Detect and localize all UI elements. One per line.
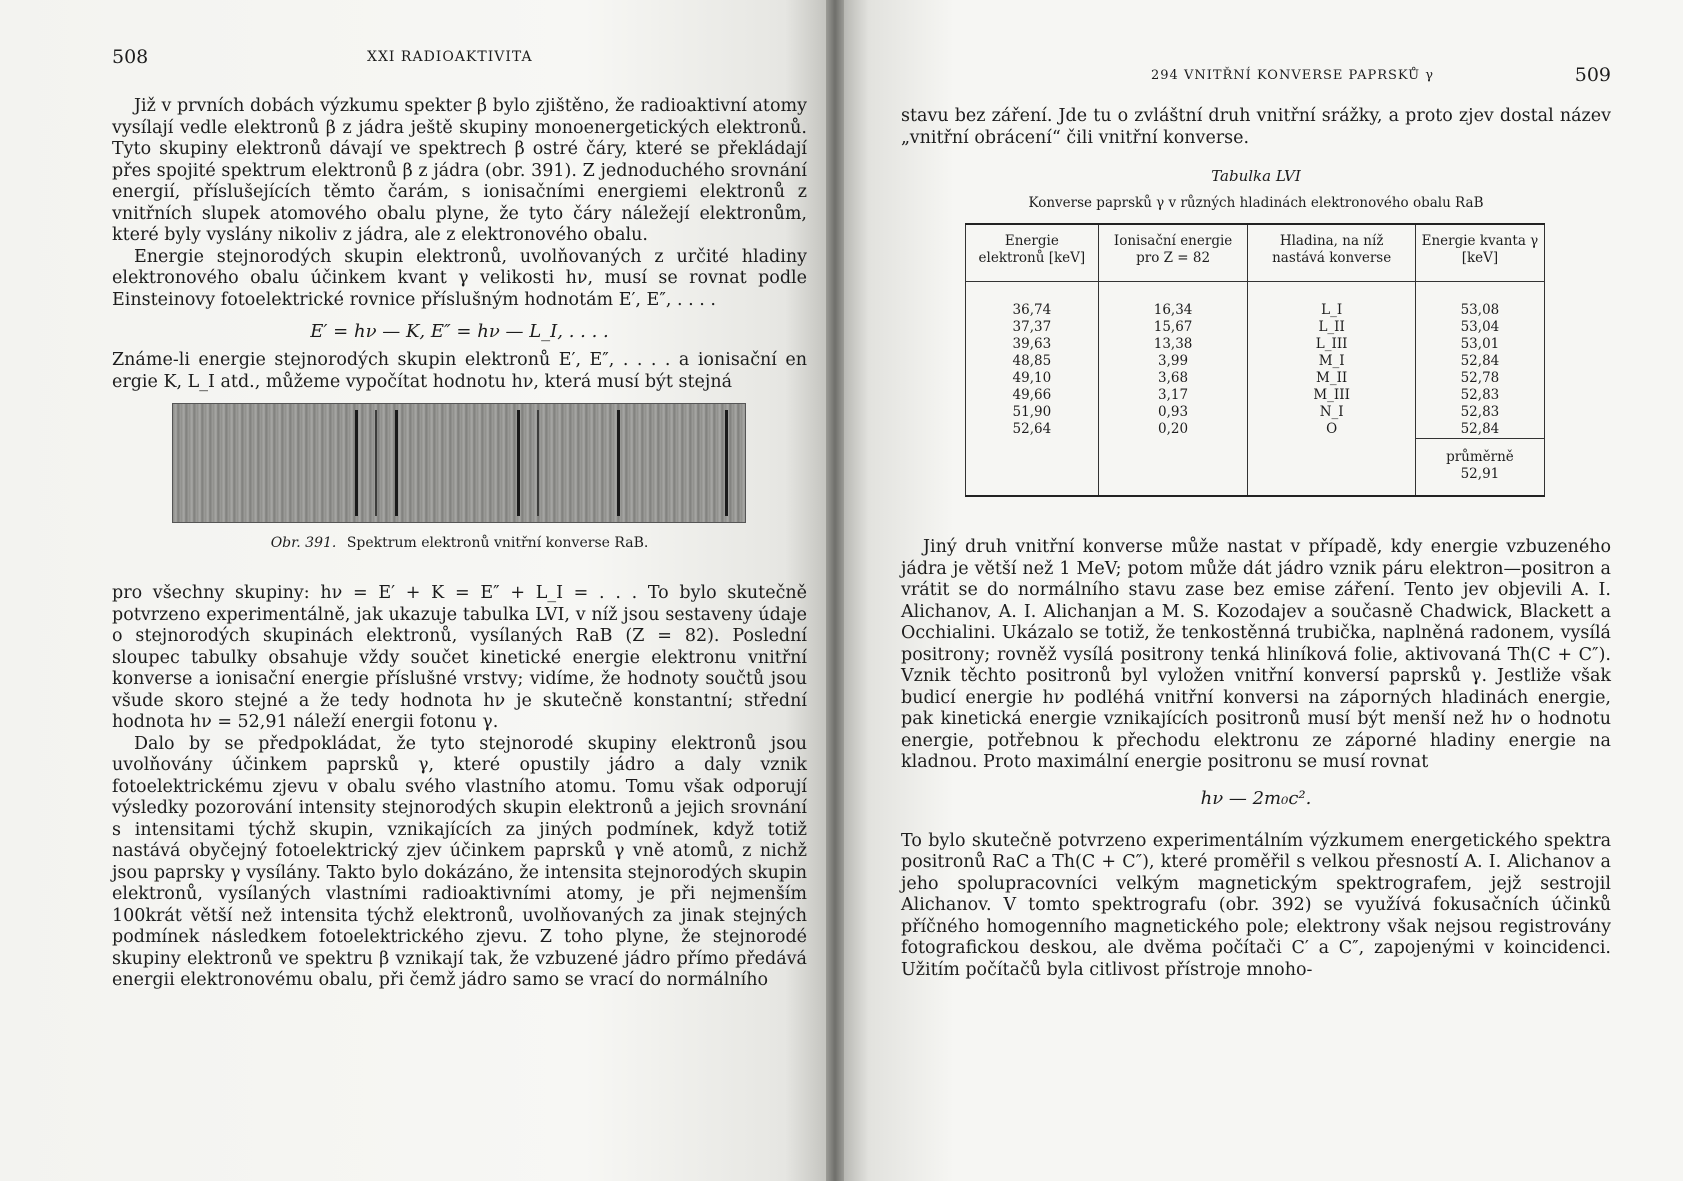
cell-ionisation-energy: 3,68: [1098, 370, 1248, 387]
right-running-title: 294 VNITŘNÍ KONVERSE PAPRSKŮ γ: [1151, 68, 1435, 83]
table-row: [966, 353, 1545, 370]
right-page: [835, 0, 1683, 1181]
cell-level: M_II: [1248, 370, 1415, 387]
col-header-ionisation-energy: Ionisační energie pro Z = 82: [1098, 224, 1248, 282]
table-row: [966, 387, 1545, 404]
cell-level: N_I: [1248, 404, 1415, 421]
spectrum-line: [537, 410, 539, 516]
cell-electron-energy: 37,37: [966, 319, 1099, 336]
empty-cell: [966, 439, 1099, 497]
cell-ionisation-energy: 0,93: [1098, 404, 1248, 421]
left-paragraph-5: Dalo by se předpokládat, že tyto stejnorodé skupiny elektronů jsou uvolňovány účinkem paprsků γ, které opustily jádro a daly vznik fotoelektrickému zjevu v obalu svého vlastního atomu. Tomu však odporují výsledky pozorování intensity stejnorodých skupin elektronů a jejich srovnání s intensitami týchž skupin, vznikajících za jiných podmínek, když totiž nastává obyčejný fotoelektrický zjev účinkem paprsků γ vně atomů, z nichž jsou paprsky γ vysílány. Takto bylo dokázáno, že intensita stejnorodých skupin elektronů, vysílaných vlastními radioaktivními atomy, je při nejmenším 100krát větší než intensita týchž elektronů, uvolňovaných za jinak stejných podmínek následkem fotoelektrického zjevu. Z toho plyne, že stejnorodé skupiny elektronů ve spektru β vznikají tak, že vzbuzené jádro přímo předává energii elektronovému obalu, při čemž jádro samo se vrací do normálního: [112, 733, 807, 990]
cell-quantum-energy: 53,08: [1415, 282, 1544, 320]
cell-level: L_I: [1248, 282, 1415, 320]
average-label: průměrně: [1446, 449, 1514, 465]
book-gutter: [826, 0, 844, 1181]
table-row: [966, 319, 1545, 336]
col-header-quantum-energy: Energie kvanta γ [keV]: [1415, 224, 1544, 282]
left-paragraph-2: Energie stejnorodých skupin elektronů, uvolňovaných z určité hladiny elektronového obalu účinkem kvant γ velikosti hν, musí se rovnat podle Einsteinovy fotoelektrické rovnice příslušným hodnotám E′, E″, . . . .: [112, 246, 807, 310]
spectrum-line: [395, 410, 398, 516]
left-paragraph-1: Již v prvních dobách výzkumu spekter β bylo zjištěno, že radioaktivní atomy vysílají vedle elektronů β z jádra ještě skupiny monoenergetických elektronů. Tyto skupiny elektronů dávají ve spektrech β ostré čáry, které se překládají přes spojité spektrum elektronů β z jádra (obr. 391). Z jednoduchého srovnání energií, příslušejících těmto čarám, s ionisačními energiemi elektronů z vnitřních slupek atomového obalu plyne, že tyto čáry náležejí elektronům, které byly vyslány nikoliv z jádra, ale z elektronového obalu.: [112, 96, 807, 245]
conversion-table: [965, 223, 1545, 497]
right-page-number: 509: [1574, 64, 1611, 86]
right-running-head: [901, 58, 1611, 88]
cell-ionisation-energy: 15,67: [1098, 319, 1248, 336]
table-row: [966, 282, 1545, 320]
figure-caption-text: Spektrum elektronů vnitřní konverse RaB.: [346, 535, 649, 551]
left-paragraph-4: pro všechny skupiny: hν = E′ + K = E″ + L_I = . . . To bylo skutečně potvrzeno experimentálně, jak ukazuje tabulka LVI, v níž jsou sestaveny údaje o stejnorodých skupinách elektronů, vysílaných RaB (Z = 82). Poslední sloupec tabulky obsahuje vždy součet kinetické energie elektronu vnitřní konverse a ionisační energie příslušné vrstvy; vidíme, že hodnoty součtů jsou všude skoro stejné a že tedy hodnota hν je skutečně konstantní; střední hodnota hν = 52,91 náleží energii fotonu γ.: [112, 583, 807, 732]
cell-level: L_II: [1248, 319, 1415, 336]
table-caption: Konverse paprsků γ v různých hladinách elektronového obalu RaB: [1028, 195, 1484, 211]
table-title: Tabulka LVI: [1211, 167, 1301, 185]
table-row: [966, 336, 1545, 353]
spectrum-line: [375, 410, 377, 516]
left-running-title: XXI RADIOAKTIVITA: [367, 49, 533, 65]
cell-level: L_III: [1248, 336, 1415, 353]
cell-quantum-energy: 52,83: [1415, 387, 1544, 404]
right-paragraph-1: Jiný druh vnitřní konverse může nastat v případě, kdy energie vzbuzeného jádra je větší než 1 MeV; potom může dát jádro vznik páru elektron—positron a vrátit se do normálního stavu zase bez emise záření. Tento jev objevili A. I. Alichanov, A. I. Alichanjan a M. S. Kozodajev a současně Chadwick, Blackett a Occhialini. Ukázalo se totiž, že tenkostěnná trubička, naplněná radonem, vysílá positrony; rovněž vysílá positrony tenká hliníková folie, aktivovaná Th(C + C″). Vznik těchto positronů byl vyložen vnitřní konversí paprsků γ. Jestliže však budicí energie hν podléhá vnitřní konversi na záporných hladinách energie, pak kinetická energie vznikajících positronů musí být menší než hν o hodnotu energie, potřebnou k přechodu elektronu ze záporné hladiny energie na kladnou. Proto maximální energie positronu se musí rovnat: [901, 537, 1611, 772]
left-paragraph-3: Známe-li energie stejnorodých skupin elektronů E′, E″, . . . . a ionisační en ergie K, L_I atd., můžeme vypočítat hodnotu hν, která musí být stejná: [112, 350, 807, 392]
cell-ionisation-energy: 3,17: [1098, 387, 1248, 404]
cell-quantum-energy: 52,84: [1415, 353, 1544, 370]
right-intro: stavu bez záření. Jde tu o zvláštní druh vnitřní srážky, a proto zjev dostal název „vnitřní obrácení“ čili vnitřní konverse.: [901, 106, 1611, 148]
cell-quantum-energy: 52,83: [1415, 404, 1544, 421]
cell-ionisation-energy: 0,20: [1098, 421, 1248, 439]
table-row: [966, 370, 1545, 387]
right-equation: hν — 2m₀c².: [1200, 787, 1312, 809]
left-page: [0, 0, 835, 1181]
cell-quantum-energy: 53,04: [1415, 319, 1544, 336]
cell-electron-energy: 49,10: [966, 370, 1099, 387]
empty-cell: [1248, 439, 1415, 497]
left-equation: E′ = hν — K, E″ = hν — L_I, . . . .: [310, 321, 609, 342]
cell-quantum-energy: 53,01: [1415, 336, 1544, 353]
empty-cell: [1098, 439, 1248, 497]
table-average-row: [966, 439, 1545, 497]
average-cell: [1415, 439, 1544, 497]
cell-ionisation-energy: 3,99: [1098, 353, 1248, 370]
cell-level: M_III: [1248, 387, 1415, 404]
spectrum-line: [355, 410, 358, 516]
cell-quantum-energy: 52,84: [1415, 421, 1544, 439]
right-paragraph-2: To bylo skutečně potvrzeno experimentálním výzkumem energetického spektra positronů RaC a Th(C + C″), které proměřil s velkou přesností A. I. Alichanov a jeho spolupracovníci velkým magnetickým spektrografem, jejž sestrojil Alichanov. V tomto spektrografu (obr. 392) se využívá fokusačních účinků příčného homogenního magnetického pole; elektrony však nejsou registrovány fotografickou deskou, ale dvěma počítači C′ a C″, zapojenými v koincidenci. Užitím počítačů byla citlivost přístroje mnoho-: [901, 830, 1611, 980]
left-page-number: 508: [112, 46, 149, 68]
cell-electron-energy: 39,63: [966, 336, 1099, 353]
figure-caption: [112, 535, 807, 551]
cell-electron-energy: 52,64: [966, 421, 1099, 439]
spectrum-figure: [172, 403, 746, 523]
table-row: [966, 421, 1545, 439]
cell-level: O: [1248, 421, 1415, 439]
spectrum-line: [617, 410, 620, 516]
cell-electron-energy: 49,66: [966, 387, 1099, 404]
left-running-head: [112, 46, 807, 76]
cell-quantum-energy: 52,78: [1415, 370, 1544, 387]
col-header-level: Hladina, na níž nastává konverse: [1248, 224, 1415, 282]
cell-electron-energy: 51,90: [966, 404, 1099, 421]
cell-electron-energy: 48,85: [966, 353, 1099, 370]
cell-level: M_I: [1248, 353, 1415, 370]
spectrum-line: [517, 410, 520, 516]
cell-electron-energy: 36,74: [966, 282, 1099, 320]
cell-ionisation-energy: 13,38: [1098, 336, 1248, 353]
figure-caption-label: Obr. 391.: [270, 535, 337, 551]
average-value: 52,91: [1460, 466, 1500, 482]
spectrum-line: [725, 410, 728, 516]
col-header-electron-energy: Energie elektronů [keV]: [966, 224, 1099, 282]
table-row: [966, 404, 1545, 421]
cell-ionisation-energy: 16,34: [1098, 282, 1248, 320]
